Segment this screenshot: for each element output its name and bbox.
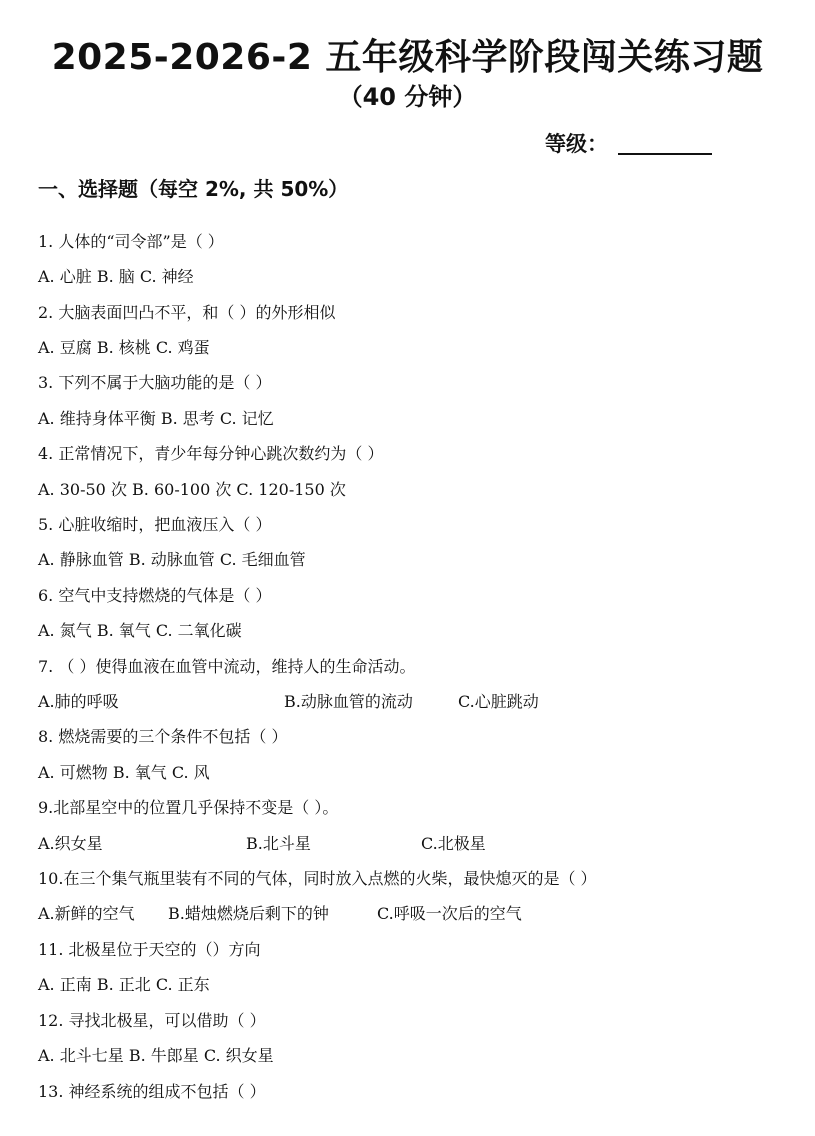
answer-options-5: A. 静脉血管 B. 动脉血管 C. 毛细血管 [38, 550, 306, 569]
answer-options-4: A. 30-50 次 B. 60-100 次 C. 120-150 次 [38, 480, 346, 499]
option-9c: C.北极星 [421, 834, 486, 853]
grade-label: 等级： [545, 132, 608, 156]
option-10b: B.蜡烛燃烧后剩下的钟 [168, 904, 329, 923]
option-10a: A.新鲜的空气 [38, 904, 135, 923]
option-10c: C.呼吸一次后的空气 [377, 904, 522, 923]
option-9a: A.织女星 [38, 834, 103, 853]
answer-options-8: A. 可燃物 B. 氧气 C. 风 [38, 763, 210, 782]
question-10: 10.在三个集气瓶里装有不同的气体，同时放入点燃的火柴，最快熄灭的是（ ） [38, 869, 597, 888]
question-6: 6. 空气中支持燃烧的气体是（ ） [38, 586, 272, 605]
option-7b: B.动脉血管的流动 [284, 692, 413, 711]
question-12: 12. 寻找北极星，可以借助（ ） [38, 1011, 266, 1030]
question-2: 2. 大脑表面凹凸不平，和（ ）的外形相似 [38, 303, 336, 322]
section-heading: 一、选择题（每空 2%, 共 50%） [38, 177, 349, 201]
answer-options-12: A. 北斗七星 B. 牛郎星 C. 织女星 [38, 1046, 274, 1065]
answer-options-11: A. 正南 B. 正北 C. 正东 [38, 975, 210, 994]
question-3: 3. 下列不属于大脑功能的是（ ） [38, 373, 272, 392]
question-4: 4. 正常情况下，青少年每分钟心跳次数约为（ ） [38, 444, 384, 463]
question-1: 1. 人体的“司令部”是（ ） [38, 232, 224, 251]
question-9: 9.北部星空中的位置几乎保持不变是（ ）。 [38, 798, 339, 817]
answer-options-3: A. 维持身体平衡 B. 思考 C. 记忆 [38, 409, 274, 428]
exam-title: 2025-2026-2 五年级科学阶段闯关练习题 [51, 37, 764, 78]
question-11: 11. 北极星位于天空的（）方向 [38, 940, 261, 959]
answer-options-6: A. 氮气 B. 氧气 C. 二氧化碳 [38, 621, 242, 640]
question-7: 7. （ ）使得血液在血管中流动，维持人的生命活动。 [38, 657, 416, 676]
question-13: 13. 神经系统的组成不包括（ ） [38, 1082, 266, 1101]
question-8: 8. 燃烧需要的三个条件不包括（ ） [38, 727, 288, 746]
answer-options-2: A. 豆腐 B. 核桃 C. 鸡蛋 [38, 338, 210, 357]
grade-blank-line [618, 153, 712, 155]
option-7c: C.心脏跳动 [458, 692, 539, 711]
question-5: 5. 心脏收缩时，把血液压入（ ） [38, 515, 272, 534]
answer-options-1: A. 心脏 B. 脑 C. 神经 [38, 267, 194, 286]
exam-duration: （40 分钟） [338, 83, 477, 111]
option-9b: B.北斗星 [246, 834, 311, 853]
option-7a: A.肺的呼吸 [38, 692, 119, 711]
